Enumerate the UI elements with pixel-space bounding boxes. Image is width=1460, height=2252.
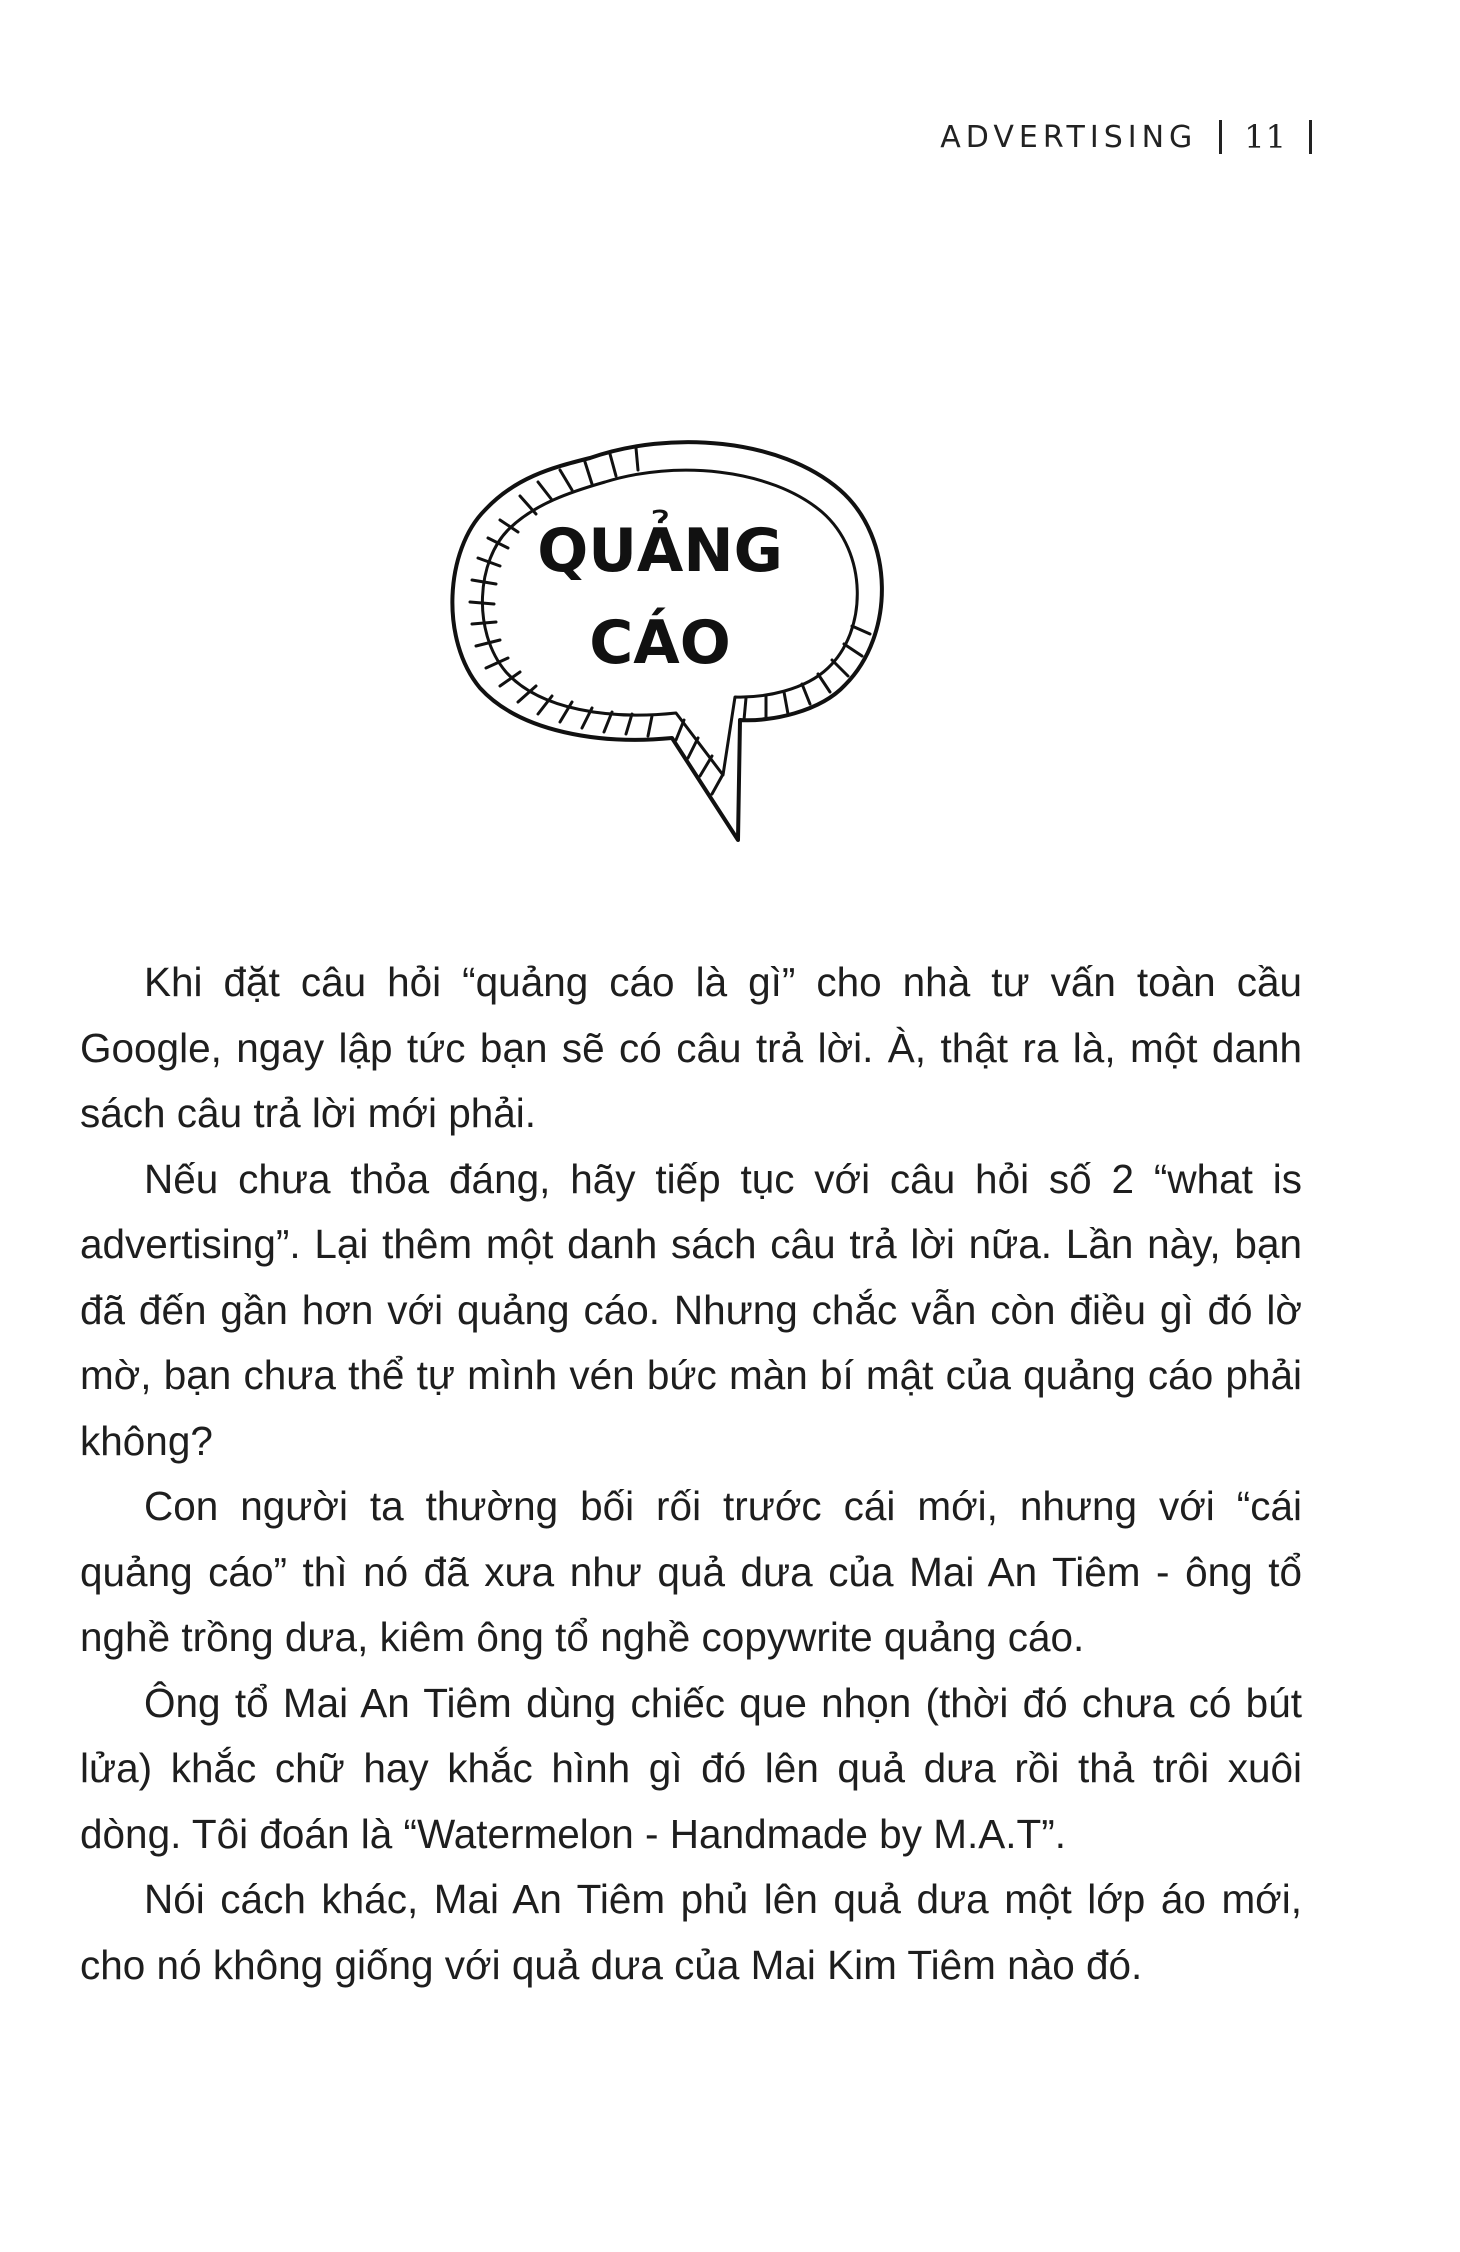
bubble-title xyxy=(500,505,820,689)
speech-bubble-illustration xyxy=(440,420,900,860)
body-text xyxy=(80,950,1302,1998)
paragraph: Nếu chưa thỏa đáng, hãy tiếp tục với câu hỏi số 2 “what is advertising”. Lại thêm một danh sách câu trả lời nữa. Lần này, bạn đã đến gần hơn với quảng cáo. Nhưng chắc vẫn còn điều gì đó lờ mờ, bạn chưa thể tự mình vén bức màn bí mật của quảng cáo phải không? xyxy=(80,1155,1302,1464)
section-title: ADVERTISING xyxy=(940,119,1198,155)
header-divider-right xyxy=(1309,120,1312,154)
paragraph: Con người ta thường bối rối trước cái mới, nhưng với “cái quảng cáo” thì nó đã xưa như quả dưa của Mai An Tiêm - ông tổ nghề trồng dưa, kiêm ông tổ nghề copywrite quảng cáo. xyxy=(80,1483,1302,1660)
bubble-title-line1: QUẢNG xyxy=(537,516,783,586)
bubble-title-line2: CÁO xyxy=(589,608,731,678)
paragraph: Khi đặt câu hỏi “quảng cáo là gì” cho nhà tư vấn toàn cầu Google, ngay lập tức bạn sẽ có câu trả lời. À, thật ra là, một danh sách câu trả lời mới phải. xyxy=(80,959,1302,1136)
paragraph: Nói cách khác, Mai An Tiêm phủ lên quả dưa một lớp áo mới, cho nó không giống với quả dưa của Mai Kim Tiêm nào đó. xyxy=(80,1876,1302,1988)
header-divider xyxy=(1219,120,1222,154)
page-number: 11 xyxy=(1244,118,1287,156)
running-header xyxy=(940,118,1312,156)
paragraph: Ông tổ Mai An Tiêm dùng chiếc que nhọn (thời đó chưa có bút lửa) khắc chữ hay khắc hình gì đó lên quả dưa rồi thả trôi xuôi dòng. Tôi đoán là “Watermelon - Handmade by M.A.T”. xyxy=(80,1679,1302,1857)
